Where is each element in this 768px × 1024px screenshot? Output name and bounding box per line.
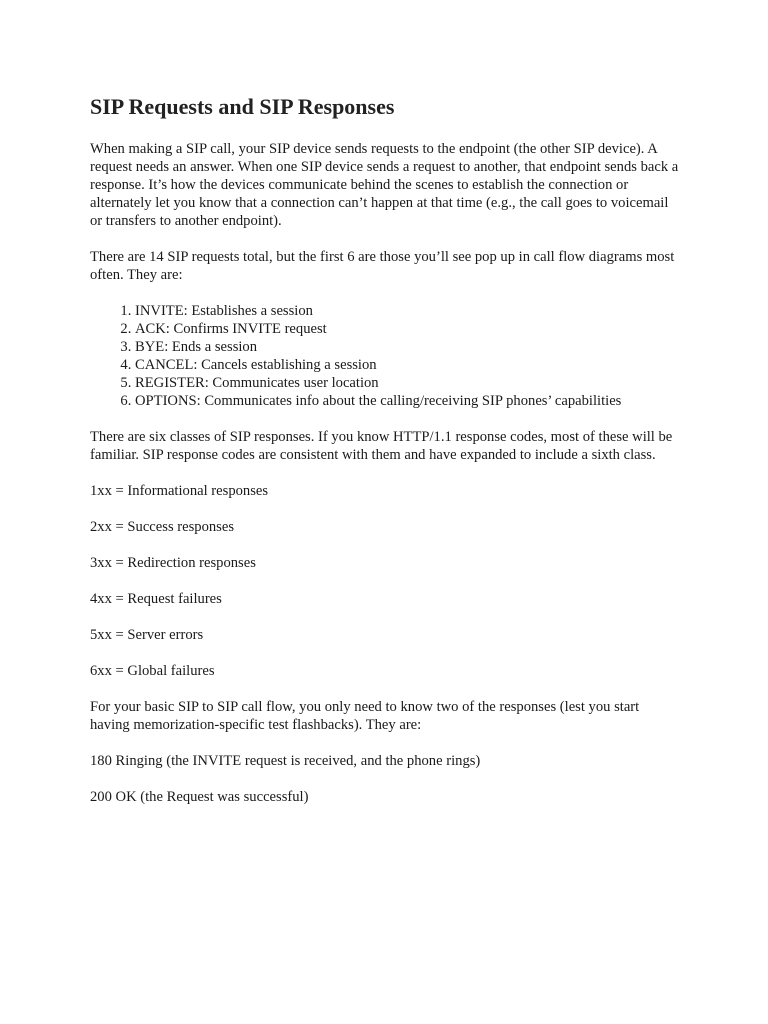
response-class-5xx: 5xx = Server errors (90, 627, 204, 643)
response-class-2xx: 2xx = Success responses (90, 519, 235, 535)
intro-paragraph: When making a SIP call, your SIP device sends requests to the endpoint (the other SIP device). A request needs an answer. When one SIP device sends a request to another, that endpoint sends back a response. It’s how the devices communicate behind the scenes to establish the connection or alternately let you know that a connection can’t happen at that time (e.g., the call goes to voicemail or transfers to another endpoint). (90, 141, 679, 229)
response-class-4xx: 4xx = Request failures (90, 591, 222, 607)
response-class-3xx: 3xx = Redirection responses (90, 555, 256, 571)
list-item: 3. BYE: Ends a session (135, 338, 680, 356)
sip-requests-list (90, 302, 680, 410)
response-class-1xx: 1xx = Informational responses (90, 483, 269, 499)
list-item: 4. CANCEL: Cancels establishing a session (135, 356, 680, 374)
responses-intro-paragraph: There are six classes of SIP responses. If you know HTTP/1.1 response codes, most of these will be familiar. SIP response codes are consistent with them and have expanded to include a sixth class. (90, 429, 673, 463)
document-page (90, 92, 680, 824)
response-180-ringing: 180 Ringing (the INVITE request is received, and the phone rings) (90, 753, 481, 769)
page-title: SIP Requests and SIP Responses (90, 94, 395, 119)
list-item: 2. ACK: Confirms INVITE request (135, 320, 680, 338)
requests-intro-paragraph: There are 14 SIP requests total, but the first 6 are those you’ll see pop up in call flow diagrams most often. They are: (90, 249, 675, 283)
list-item: 6. OPTIONS: Communicates info about the calling/receiving SIP phones’ capabilities (135, 392, 680, 410)
basic-flow-paragraph: For your basic SIP to SIP call flow, you only need to know two of the responses (lest you start having memorization-specific test flashbacks). They are: (90, 699, 640, 733)
list-item: 1. INVITE: Establishes a session (135, 302, 680, 320)
response-200-ok: 200 OK (the Request was successful) (90, 789, 309, 805)
list-item: 5. REGISTER: Communicates user location (135, 374, 680, 392)
response-class-6xx: 6xx = Global failures (90, 663, 215, 679)
